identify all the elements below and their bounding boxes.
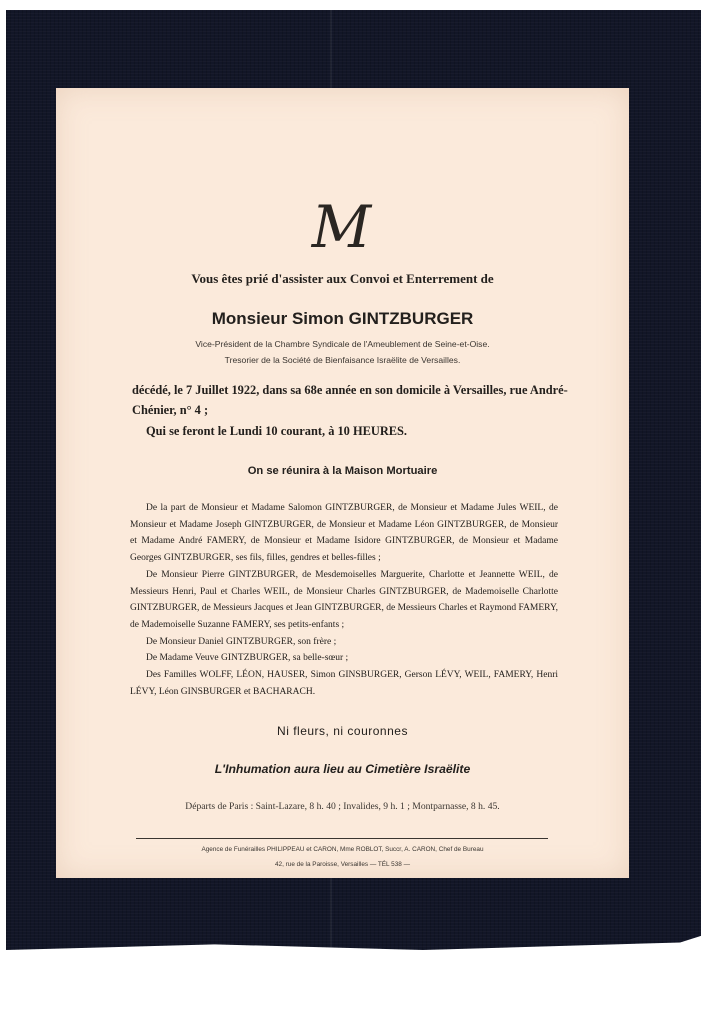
- family-paragraph: De Monsieur Daniel GINTZBURGER, son frère ;: [146, 636, 337, 647]
- funeral-notice-card: [56, 88, 629, 878]
- family-paragraph: De Madame Veuve GINTZBURGER, sa belle-sœur ;: [146, 653, 349, 664]
- family-list: [130, 500, 558, 700]
- divider: [136, 838, 548, 839]
- no-flowers-line: Ni fleurs, ni couronnes: [277, 724, 408, 738]
- invitation-line: Vous êtes prié d'assister aux Convoi et Enterrement de: [191, 271, 494, 286]
- family-paragraph: Des Familles WOLFF, LÉON, HAUSER, Simon GINSBURGER, Gerson LÉVY, WEIL, FAMERY, Henri LÉVY, Léon GINSBURGER et BACHARACH.: [130, 670, 558, 697]
- family-paragraph: De Monsieur Pierre GINTZBURGER, de Mesdemoiselles Marguerite, Charlotte et Jeannette WEIL, de Messieurs Henri, Paul et Charles WEIL, de Monsieur Charles GINTZBURGER, de Mademoiselle Charlotte GINTZBURGER, de Messieurs Jacques et Jean GINTZBURGER, de Messieurs Charles et Raymond FAMERY, de Mademoiselle Suzanne FAMERY, ses petits-enfants ;: [130, 569, 558, 630]
- title-line: Tresorier de la Société de Bienfaisance Israëlite de Versailles.: [224, 355, 461, 365]
- departures-line: Départs de Paris : Saint-Lazare, 8 h. 40 ; Invalides, 9 h. 1 ; Montparnasse, 8 h. 45.: [185, 801, 500, 812]
- death-statement: décédé, le 7 Juillet 1922, dans sa 68e année en son domicile à Versailles, rue André-Chénier, n° 4 ;: [132, 383, 568, 417]
- burial-line: L'Inhumation aura lieu au Cimetière Israëlite: [214, 762, 471, 776]
- gathering-place: On se réunira à la Maison Mortuaire: [247, 465, 438, 477]
- deceased-name: Monsieur Simon GINTZBURGER: [211, 309, 474, 328]
- monogram: M: [311, 193, 374, 261]
- family-paragraph: De la part de Monsieur et Madame Salomon GINTZBURGER, de Monsieur et Madame Jules WEIL, de Monsieur et Madame Joseph GINTZBURGER, de Monsieur et Madame Léon GINTZBURGER, de Monsieur et Madame André FAMERY, de Monsieur et Madame Isidore GINTZBURGER, de Monsieur et Madame Georges GINTZBURGER, ses fils, filles, gendres et belles-filles ;: [130, 503, 558, 564]
- agency-line: 42, rue de la Paroisse, Versailles — TÉL 538 —: [275, 861, 410, 868]
- agency-footer: [56, 842, 629, 872]
- deceased-titles: [56, 336, 629, 368]
- title-line: Vice-Président de la Chambre Syndicale de l'Ameublement de Seine-et-Oise.: [195, 339, 490, 349]
- agency-line: Agence de Funérailles PHILIPPEAU et CARON, Mme ROBLOT, Succr, A. CARON, Chef de Bureau: [201, 846, 484, 853]
- ceremony-time: Qui se feront le Lundi 10 courant, à 10 HEURES.: [146, 424, 408, 438]
